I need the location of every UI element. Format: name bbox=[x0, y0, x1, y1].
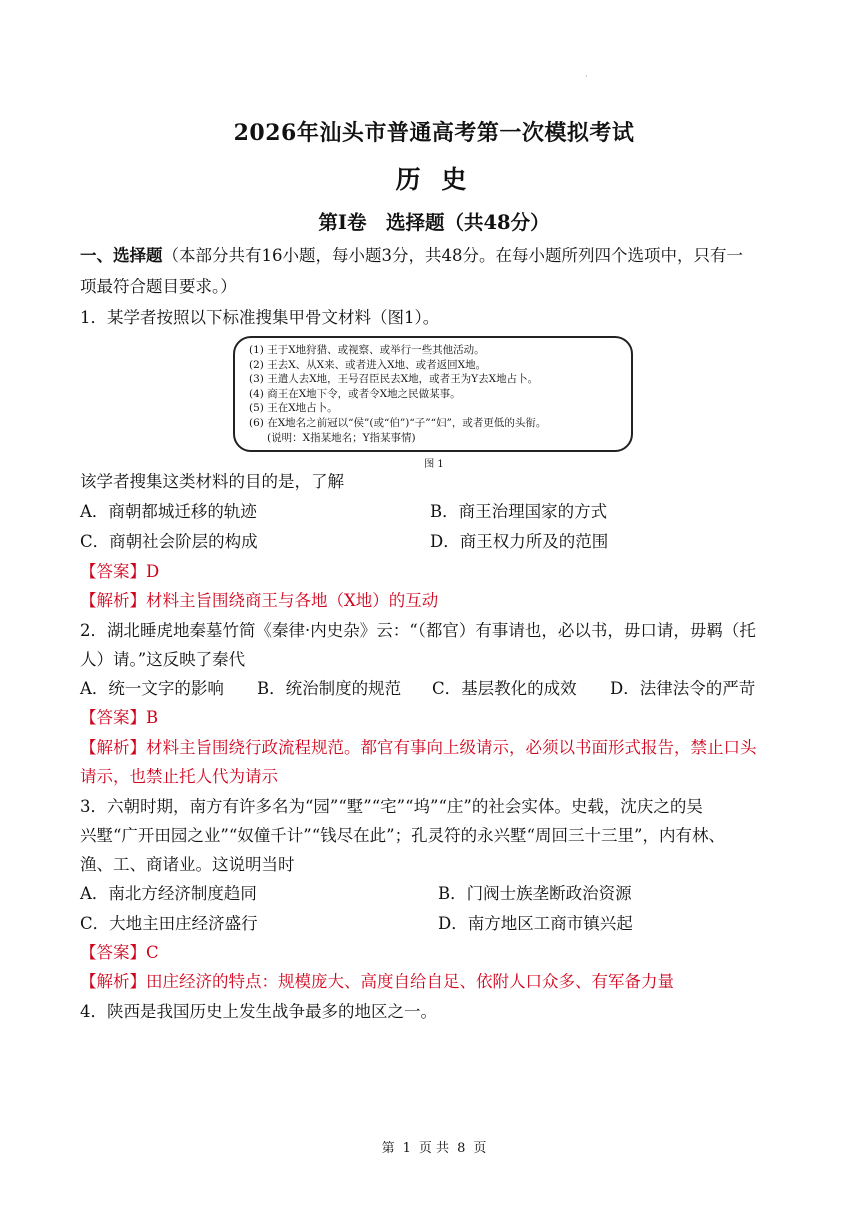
section-heading: 一、选择题 bbox=[80, 246, 163, 265]
q2-option-d: D．法律法令的严苛 bbox=[610, 679, 756, 698]
q3-stem-line1: 3．六朝时期，南方有许多名为“园”“墅”“宅”“坞”“庄”的社会实体。史载，沈庆之的吴 bbox=[80, 797, 703, 816]
q2-stem-line1: 2．湖北睡虎地秦墓竹简《秦律·内史杂》云：“（都官）有事请也，必以书，毋口请，毋羁（托 bbox=[80, 621, 756, 640]
answer-label: 【答案】 bbox=[80, 708, 146, 727]
q3-answer bbox=[80, 942, 790, 964]
answer-value: C bbox=[146, 943, 159, 962]
q2-option-b: B．统治制度的规范 bbox=[257, 679, 402, 698]
answer-label: 【答案】 bbox=[80, 943, 146, 962]
footer-page-number: 1 bbox=[402, 1141, 411, 1156]
q2-option-c: C．基层教化的成效 bbox=[432, 679, 577, 698]
footer-middle: 页 共 bbox=[418, 1141, 450, 1156]
figure-line: (6) 在X地名之前冠以“侯”(或“伯”)“子”“妇”，或者更低的头衔。 bbox=[249, 416, 547, 429]
q3-option-d: D．南方地区工商市镇兴起 bbox=[438, 914, 633, 933]
q2-analysis-line2: 请示，也禁止托人代为请示 bbox=[80, 767, 278, 786]
figure-caption: 图 1 bbox=[424, 459, 444, 470]
q1-option-d: D．商王权力所及的范围 bbox=[430, 532, 609, 551]
q3-option-a: A．南北方经济制度趋同 bbox=[80, 884, 257, 903]
q1-option-b: B．商王治理国家的方式 bbox=[430, 502, 608, 521]
answer-value: B bbox=[146, 708, 159, 727]
q4-stem: 4．陕西是我国历史上发生战争最多的地区之一。 bbox=[80, 1002, 437, 1021]
analysis-label: 【解析】 bbox=[80, 972, 146, 991]
q3-option-b: B．门阀士族垄断政治资源 bbox=[438, 884, 632, 903]
q1-question: 该学者搜集这类材料的目的是，了解 bbox=[80, 472, 344, 491]
q1-analysis bbox=[80, 590, 790, 612]
section-intro-line1 bbox=[80, 245, 790, 267]
analysis-text: 材料主旨围绕商王与各地（X地）的互动 bbox=[146, 591, 439, 610]
page-footer bbox=[0, 1137, 868, 1156]
q2-analysis-line1 bbox=[80, 737, 790, 759]
footer-total-pages: 8 bbox=[457, 1141, 466, 1156]
exam-title: 2026年汕头市普通高考第一次模拟考试 bbox=[233, 120, 635, 146]
q1-option-c: C．商朝社会阶层的构成 bbox=[80, 532, 258, 551]
section-intro-text: （本部分共有16小题，每小题3分，共48分。在每小题所列四个选项中，只有一 bbox=[162, 246, 743, 265]
analysis-text: 田庄经济的特点：规模庞大、高度自给自足、依附人口众多、有军备力量 bbox=[146, 972, 674, 991]
footer-prefix: 第 bbox=[381, 1141, 395, 1156]
answer-value: D bbox=[146, 562, 160, 581]
q2-stem-line2: 人）请。”这反映了秦代 bbox=[80, 650, 246, 669]
section-intro-line2: 项最符合题目要求。） bbox=[80, 277, 237, 296]
figure-line: (4) 商王在X地下令，或者令X地之民做某事。 bbox=[249, 387, 461, 400]
figure-line: (2) 王去X、从X来、或者进入X地、或者返回X地。 bbox=[249, 358, 487, 371]
subject-title: 历 史 bbox=[395, 165, 473, 194]
q3-stem-line2: 兴墅“广开田园之业”“奴僮千计”“钱尽在此”；孔灵符的永兴墅“周回三十三里”，内有林、 bbox=[80, 826, 725, 845]
q1-option-a: A．商朝都城迁移的轨迹 bbox=[80, 502, 257, 521]
figure-1-box bbox=[233, 336, 633, 452]
part-heading: 第Ⅰ卷 选择题（共48分） bbox=[318, 211, 550, 234]
figure-line: (5) 王在X地占卜。 bbox=[249, 402, 338, 415]
figure-note: (说明：X指某地名；Y指某事情) bbox=[267, 431, 416, 444]
answer-label: 【答案】 bbox=[80, 562, 146, 581]
footer-suffix: 页 bbox=[473, 1141, 487, 1156]
q1-stem: 1．某学者按照以下标准搜集甲骨文材料（图1）。 bbox=[80, 308, 440, 327]
q3-analysis bbox=[80, 971, 790, 993]
figure-line: (3) 王遣人去X地，王号召臣民去X地，或者王为Y去X地占卜。 bbox=[249, 373, 539, 386]
analysis-text: 材料主旨围绕行政流程规范。都官有事向上级请示，必须以书面形式报告，禁止口头 bbox=[146, 738, 757, 757]
figure-line: (1) 王于X地狩猎、或视察、或举行一些其他活动。 bbox=[249, 344, 485, 356]
q2-option-a: A．统一文字的影响 bbox=[80, 679, 224, 698]
q3-option-c: C．大地主田庄经济盛行 bbox=[80, 914, 258, 933]
q3-stem-line3: 渔、工、商诸业。这说明当时 bbox=[80, 855, 295, 874]
q2-answer bbox=[80, 707, 790, 729]
q1-answer bbox=[80, 561, 790, 583]
analysis-label: 【解析】 bbox=[80, 738, 146, 757]
scan-dot: · bbox=[585, 72, 588, 81]
analysis-label: 【解析】 bbox=[80, 591, 146, 610]
